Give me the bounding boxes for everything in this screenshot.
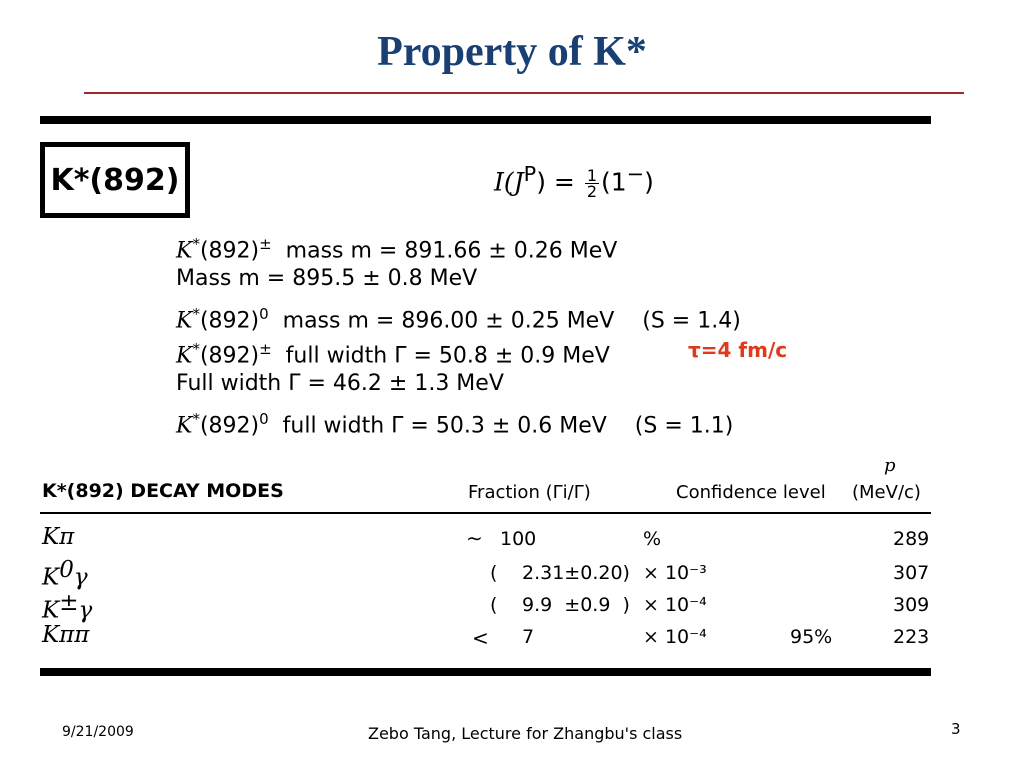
- property-text: mass m = 896.00 ± 0.25 MeV (S = 1.4): [268, 308, 741, 334]
- col-header-p-unit: (MeV/c): [852, 482, 921, 503]
- particle-symbol: K: [176, 238, 193, 264]
- slide-title: Property of K*: [377, 29, 647, 75]
- fraction-prefix: (: [490, 562, 498, 584]
- decay-mode: [42, 524, 74, 550]
- property-line: [176, 405, 733, 440]
- particle-mass-tag: (892): [199, 238, 260, 264]
- decay-table-title: K*(892) DECAY MODES: [42, 480, 284, 502]
- mode-symbol: Kπ: [42, 524, 75, 550]
- fraction-prefix: <: [472, 626, 489, 650]
- col-header-p-symbol: p: [884, 455, 896, 476]
- property-text: full width Γ = 50.8 ± 0.9 MeV: [271, 343, 610, 369]
- property-line: [176, 230, 617, 265]
- mode-tail: γ: [78, 597, 93, 624]
- quantum-suffix: (1: [601, 167, 627, 197]
- fraction-prefix: ∼: [466, 526, 483, 550]
- charge-sup: 0: [259, 410, 269, 428]
- confidence-value: 95%: [790, 626, 833, 648]
- quantum-prefix: I(J: [494, 167, 524, 197]
- fraction-unit: × 10⁻³: [643, 562, 707, 584]
- particle-name-box: [40, 142, 190, 218]
- momentum-value: 223: [893, 626, 930, 648]
- property-line: [176, 265, 477, 293]
- isospin-fraction: [585, 165, 599, 201]
- charge-sup: 0: [259, 305, 269, 323]
- quantum-close: ): [644, 167, 654, 197]
- momentum-value: 289: [893, 528, 930, 550]
- property-text: mass m = 891.66 ± 0.26 MeV: [271, 238, 618, 264]
- momentum-value: 307: [893, 562, 930, 584]
- fraction-value: 100: [500, 528, 537, 550]
- property-text: Full width Γ = 46.2 ± 1.3 MeV: [176, 371, 504, 396]
- fraction-prefix: (: [490, 594, 498, 616]
- mode-sup: ±: [59, 590, 79, 616]
- decay-mode: [42, 590, 92, 623]
- particle-symbol: K: [176, 413, 193, 439]
- fraction-unit: × 10⁻⁴: [643, 626, 707, 648]
- fraction-value: 2.31±0.20): [522, 562, 630, 584]
- particle-name: K*(892): [50, 162, 180, 198]
- top-thick-rule: [40, 116, 931, 124]
- particle-symbol: K: [176, 308, 193, 334]
- star-sup: *: [192, 235, 200, 253]
- page-number: 3: [951, 720, 961, 738]
- parity-sup: P: [523, 162, 537, 186]
- property-line: [176, 300, 741, 335]
- lifetime-note: τ=4 fm/c: [688, 338, 788, 362]
- charge-sup: ±: [259, 235, 272, 253]
- mode-symbol: Kππ: [42, 622, 90, 648]
- footer-date: 9/21/2009: [62, 724, 134, 740]
- momentum-value: 309: [893, 594, 930, 616]
- fraction-denominator: 2: [586, 181, 598, 201]
- particle-symbol: K: [176, 343, 193, 369]
- mode-symbol: K: [42, 597, 60, 624]
- star-sup: *: [192, 410, 200, 428]
- star-sup: *: [192, 340, 200, 358]
- property-line: [176, 335, 610, 370]
- col-header-fraction: Fraction (Γi/Γ): [468, 482, 591, 503]
- fraction-value: 7: [522, 626, 535, 648]
- star-sup: *: [192, 305, 200, 323]
- quantum-numbers: [494, 162, 654, 199]
- property-text: Mass m = 895.5 ± 0.8 MeV: [176, 266, 478, 291]
- table-header-rule: [40, 512, 931, 514]
- footer-author: Zebo Tang, Lecture for Zhangbu's class: [368, 724, 683, 743]
- mode-sup: 0: [59, 557, 74, 583]
- fraction-unit: × 10⁻⁴: [643, 594, 707, 616]
- decay-mode: [42, 557, 88, 590]
- title-divider: [84, 92, 964, 94]
- col-header-confidence: Confidence level: [676, 482, 826, 503]
- fraction-numerator: 1: [586, 165, 598, 185]
- particle-mass-tag: (892): [199, 308, 260, 334]
- property-line: [176, 370, 504, 398]
- fraction-unit: %: [643, 528, 662, 550]
- quantum-suffix-sup: −: [626, 162, 645, 186]
- mode-tail: γ: [73, 564, 88, 591]
- fraction-value: 9.9 ±0.9 ): [522, 594, 630, 616]
- mode-symbol: K: [42, 564, 60, 591]
- quantum-eq: ) =: [536, 167, 583, 197]
- bottom-thick-rule: [40, 668, 931, 676]
- property-text: full width Γ = 50.3 ± 0.6 MeV (S = 1.1): [268, 413, 734, 439]
- particle-mass-tag: (892): [199, 413, 260, 439]
- charge-sup: ±: [259, 340, 272, 358]
- decay-mode: [42, 622, 89, 648]
- particle-mass-tag: (892): [199, 343, 260, 369]
